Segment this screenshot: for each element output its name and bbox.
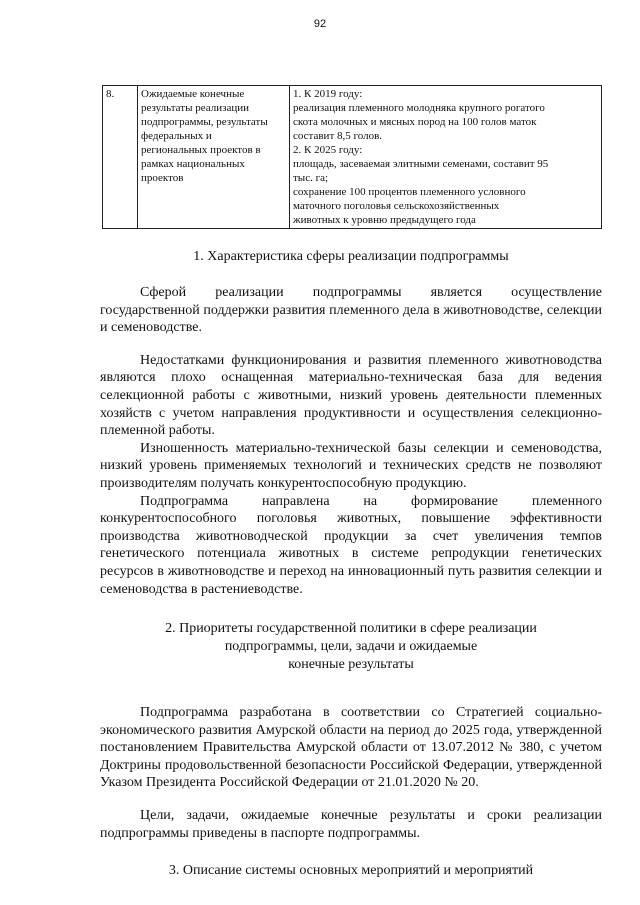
row-content-line: тыс. га;	[293, 172, 329, 184]
row-content-line: площадь, засеваемая элитными семенами, составит 95	[293, 158, 549, 170]
page-number: 92	[313, 18, 327, 30]
row-content-line: маточного поголовья сельскохозяйственных	[293, 200, 500, 212]
section-2-heading-line: подпрограммы, цели, задачи и ожидаемые	[224, 639, 478, 655]
document-body	[100, 248, 602, 880]
row-title-line: результаты реализации	[141, 102, 249, 114]
row-content-line: сохранение 100 процентов племенного условного	[293, 186, 526, 198]
row-content-line: 2. К 2025 году:	[293, 144, 363, 156]
paragraph: Недостатками функционирования и развития племенного животноводства являются плохо оснащенная материально-техническая база для ведения селекционной работы с животными, низкий уровень деятельности племенных хозяйств с учетом направления продуктивности и осуществления селекционно-племенной работы.	[100, 352, 602, 439]
section-2-heading-line: 2. Приоритеты государственной политики в сфере реализации	[165, 621, 537, 637]
paragraph: Изношенность материально-технической базы селекции и семеноводства, низкий уровень применяемых технологий и технических средств не позволяют производителям получать конкурентоспособную продукцию.	[100, 440, 602, 491]
paragraph: Подпрограмма направлена на формирование племенного конкурентоспособного поголовья животных, повышение эффективности производства животноводческой продукции за счет увеличения темпов генетического потенциала животных в системе репродукции генетических ресурсов в животноводстве и переход на инновационный путь развития селекции и семеноводства в растениеводстве.	[100, 493, 602, 597]
table-row	[103, 86, 602, 229]
row-title-cell	[138, 86, 290, 229]
row-content-line: составит 8,5 голов.	[293, 130, 383, 142]
row-number-cell: 8.	[103, 86, 138, 229]
row-content-line: 1. К 2019 году:	[293, 88, 363, 100]
section-2-heading-line: конечные результаты	[288, 657, 414, 673]
section-2-heading	[100, 620, 602, 674]
row-title-line: подпрограммы, результаты	[141, 116, 268, 128]
row-title-line: проектов	[141, 172, 184, 184]
row-content-cell	[290, 86, 602, 229]
row-title-line: федеральных и	[141, 130, 212, 142]
paragraph: Цели, задачи, ожидаемые конечные результаты и сроки реализации подпрограммы приведены в паспорте подпрограммы.	[100, 808, 602, 841]
row-content-line: реализация племенного молодняка крупного рогатого	[293, 102, 545, 114]
row-title-line: региональных проектов в	[141, 144, 261, 156]
section-3-heading: 3. Описание системы основных мероприятий и мероприятий	[168, 863, 534, 879]
row-title-line: рамках национальных	[141, 158, 245, 170]
row-content-line: скота молочных и мясных пород на 100 голов маток	[293, 116, 537, 128]
paragraph: Подпрограмма разработана в соответствии со Стратегией социально-экономического развития Амурской области на период до 2025 года, утвержденной постановлением Правительства Амурской области от 13.07.2012 № 380, с учетом Доктрины продовольственной безопасности Российской Федерации, утвержденной Указом Президента Российской Федерации от 21.01.2020 № 20.	[100, 705, 602, 791]
section-1-heading: 1. Характеристика сферы реализации подпрограммы	[193, 249, 509, 264]
row-content-line: животных к уровню предыдущего года	[293, 214, 476, 226]
passport-table	[102, 85, 602, 229]
paragraph: Сферой реализации подпрограммы является осуществление государственной поддержки развития племенного дела в животноводстве, селекции и семеноводстве.	[100, 285, 602, 336]
row-title-line: Ожидаемые конечные	[141, 88, 245, 100]
